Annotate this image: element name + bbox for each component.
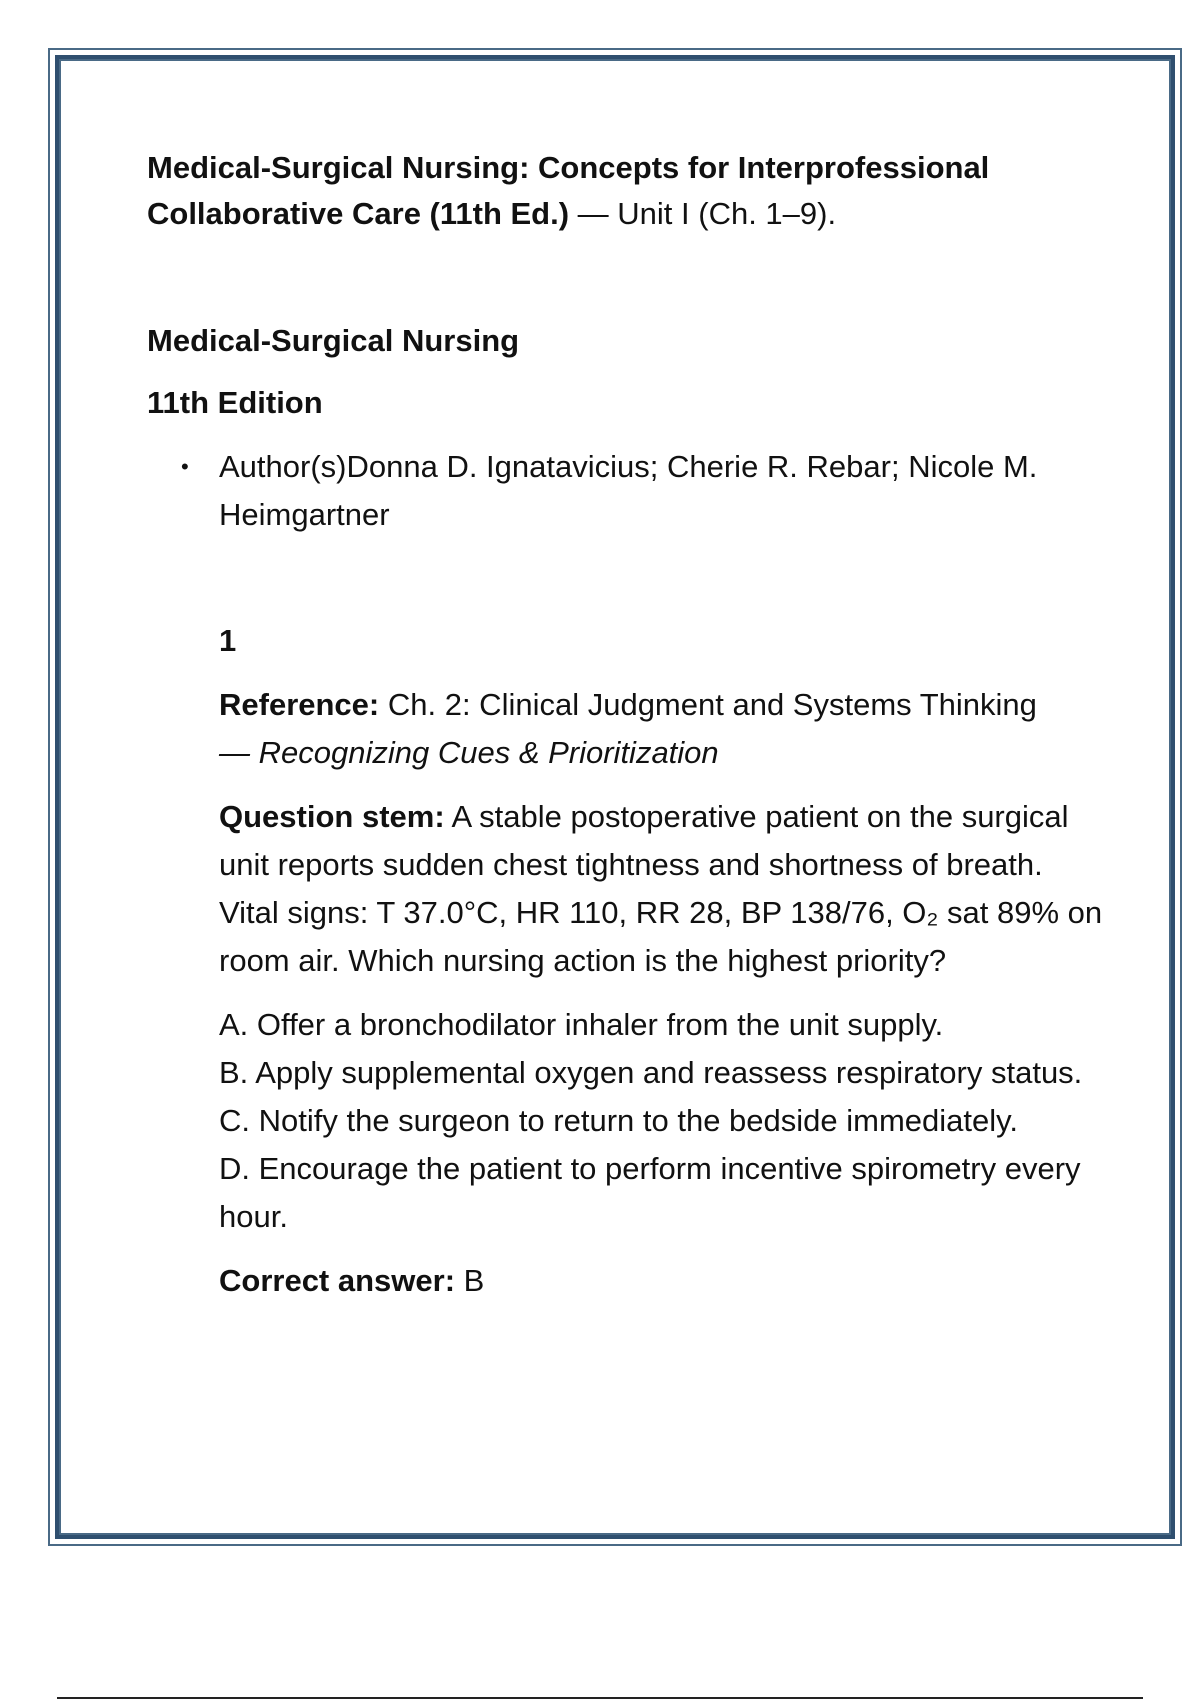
document-title (147, 145, 1107, 237)
answer-options (219, 1001, 1107, 1241)
reference-text: Ch. 2: Clinical Judgment and Systems Thinking (379, 687, 1037, 722)
option-b: B. Apply supplemental oxygen and reassess respiratory status. (219, 1055, 1083, 1090)
stem-label: Question stem: (219, 799, 445, 834)
footer-rule (57, 1697, 1143, 1699)
document-content (147, 145, 1107, 1305)
bullet-icon: • (181, 454, 189, 479)
correct-answer (219, 1257, 1107, 1305)
question-stem (219, 793, 1107, 985)
reference-subtitle: — Recognizing Cues & Prioritization (219, 735, 719, 770)
option-d: D. Encourage the patient to perform incentive spirometry every hour. (219, 1151, 1081, 1234)
question-reference (219, 681, 1107, 777)
document-title-bold: Medical-Surgical Nursing: Concepts for Interprofessional Collaborative Care (11th Ed.) (147, 150, 990, 231)
book-title: Medical-Surgical Nursing (147, 323, 520, 358)
authors-list (147, 443, 1107, 539)
book-edition: 11th Edition (147, 385, 323, 420)
authors-text: Author(s)Donna D. Ignatavicius; Cherie R. Rebar; Nicole M. Heimgartner (219, 449, 1038, 532)
answer-value: B (455, 1263, 485, 1298)
question-number: 1 (219, 623, 237, 658)
question-block (219, 617, 1107, 1305)
authors-item (181, 443, 1107, 539)
option-a: A. Offer a bronchodilator inhaler from the unit supply. (219, 1007, 944, 1042)
option-c: C. Notify the surgeon to return to the bedside immediately. (219, 1103, 1018, 1138)
stem-text: A stable postoperative patient on the surgical unit reports sudden chest tightness and shortness of breath. Vital signs: T 37.0°C, HR 110, RR 28, BP 138/76, O₂ sat 89% on room air. Which nursing action is the highest priority? (219, 799, 1103, 978)
reference-label: Reference: (219, 687, 380, 722)
answer-label: Correct answer: (219, 1263, 456, 1298)
document-title-unit: — Unit I (Ch. 1–9). (569, 196, 837, 231)
